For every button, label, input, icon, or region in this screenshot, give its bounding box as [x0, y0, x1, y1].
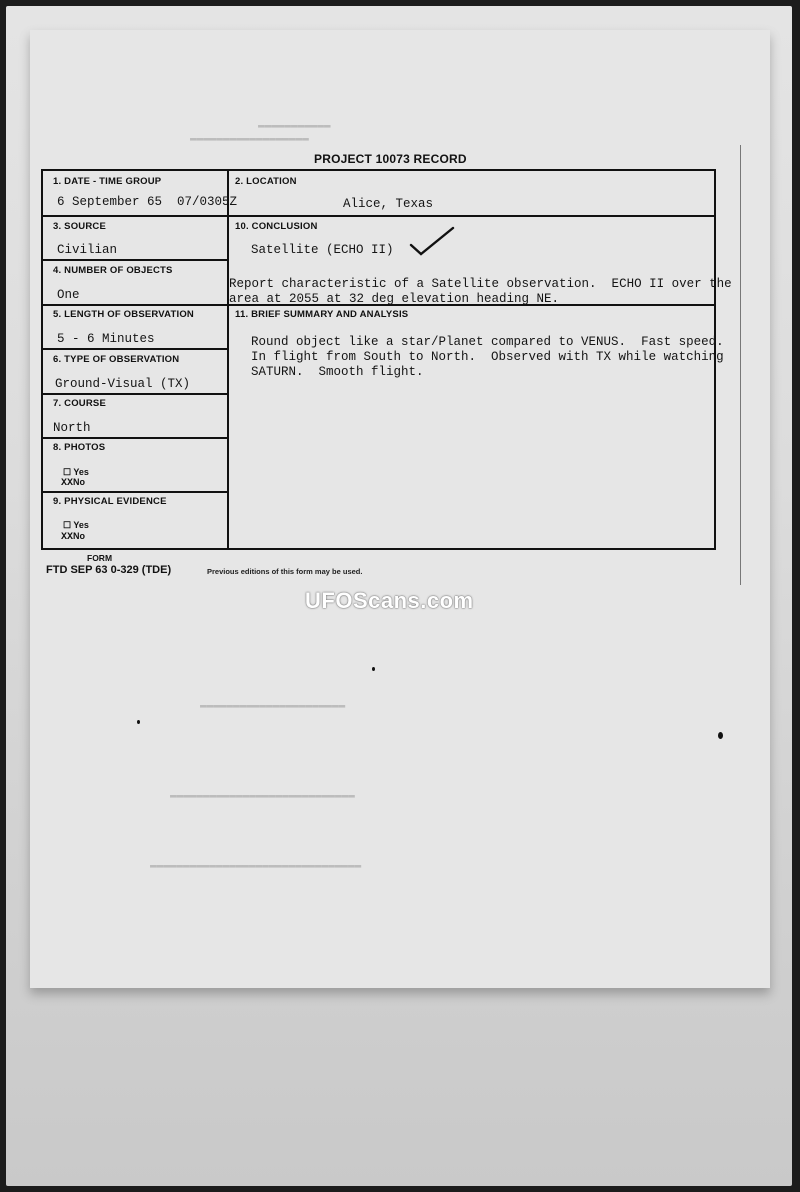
- row-divider: [43, 393, 227, 395]
- record-form: [41, 169, 732, 550]
- location-value: Alice, Texas: [343, 197, 434, 211]
- evidence-no-checkbox: [61, 531, 85, 543]
- photos-yes-checkbox: ☐ Yes: [63, 467, 89, 477]
- evidence-yes-label: Yes: [73, 520, 89, 530]
- footer-form-word: FORM: [87, 553, 113, 563]
- row-divider: [43, 259, 227, 261]
- evidence-yes-checkbox: ☐ Yes: [63, 520, 89, 530]
- number-of-objects-value: One: [57, 288, 80, 302]
- location-label: 2. LOCATION: [235, 176, 297, 187]
- date-value: 6 September 65: [57, 195, 163, 209]
- sheet-edge-line: [740, 145, 741, 585]
- physical-evidence-label: 9. PHYSICAL EVIDENCE: [53, 496, 167, 507]
- bleed-through-text: ▬▬▬▬▬▬▬▬▬▬▬: [258, 120, 331, 132]
- speck: [372, 667, 375, 671]
- course-label: 7. COURSE: [53, 398, 107, 409]
- row-divider: [43, 348, 227, 350]
- checkmark-icon: [409, 225, 455, 257]
- conclusion-text-line2: area at 2055 at 32 deg elevation heading NE.: [229, 292, 560, 306]
- summary-text-line1: Round object like a star/Planet compared to VENUS. Fast speed.: [251, 335, 724, 349]
- conclusion-text-line1: Report characteristic of a Satellite observation. ECHO II over the: [229, 277, 732, 291]
- length-of-observation-label: 5. LENGTH OF OBSERVATION: [53, 309, 194, 320]
- evidence-no-label: No: [73, 531, 86, 541]
- bleed-through-text: ▬▬▬▬▬▬▬▬▬▬▬▬▬▬▬▬▬▬▬▬▬▬: [200, 700, 346, 712]
- photos-check-mark: XX: [61, 478, 74, 489]
- row-divider: [43, 215, 714, 217]
- evidence-check-mark: XX: [61, 532, 74, 543]
- bleed-through-text: ▬▬▬▬▬▬▬▬▬▬▬▬▬▬▬▬▬▬: [190, 133, 309, 145]
- bleed-through-text: ▬▬▬▬▬▬▬▬▬▬▬▬▬▬▬▬▬▬▬▬▬▬▬▬▬▬▬▬▬▬▬▬: [150, 860, 362, 872]
- row-divider: [43, 437, 227, 439]
- date-time-label: 1. DATE - TIME GROUP: [53, 176, 162, 187]
- conclusion-value: Satellite (ECHO II): [251, 243, 394, 257]
- footer-form-id: FTD SEP 63 0-329 (TDE): [46, 564, 172, 576]
- source-value: Civilian: [57, 243, 118, 257]
- speck: [718, 732, 723, 739]
- length-of-observation-value: 5 - 6 Minutes: [57, 332, 155, 346]
- type-of-observation-value: Ground-Visual (TX): [55, 377, 191, 391]
- conclusion-label: 10. CONCLUSION: [235, 221, 318, 232]
- source-label: 3. SOURCE: [53, 221, 107, 232]
- course-value: North: [53, 421, 91, 435]
- speck: [137, 720, 140, 724]
- photos-label: 8. PHOTOS: [53, 442, 106, 453]
- row-divider: [43, 491, 227, 493]
- photos-no-checkbox: [61, 477, 85, 489]
- photos-yes-label: Yes: [73, 467, 89, 477]
- column-divider: [227, 171, 229, 548]
- photos-no-label: No: [73, 477, 86, 487]
- type-of-observation-label: 6. TYPE OF OBSERVATION: [53, 354, 180, 365]
- time-value: 07/0305Z: [177, 195, 238, 209]
- number-of-objects-label: 4. NUMBER OF OBJECTS: [53, 265, 173, 276]
- summary-text-line2: In flight from South to North. Observed with TX while watching: [251, 350, 724, 364]
- watermark: UFOScans.com: [305, 588, 474, 613]
- summary-text-line3: SATURN. Smooth flight.: [251, 365, 424, 379]
- form-title: PROJECT 10073 RECORD: [314, 152, 467, 166]
- footer-note: Previous editions of this form may be used.: [207, 567, 363, 576]
- summary-label: 11. BRIEF SUMMARY AND ANALYSIS: [235, 309, 409, 320]
- bleed-through-text: ▬▬▬▬▬▬▬▬▬▬▬▬▬▬▬▬▬▬▬▬▬▬▬▬▬▬▬▬: [170, 790, 355, 802]
